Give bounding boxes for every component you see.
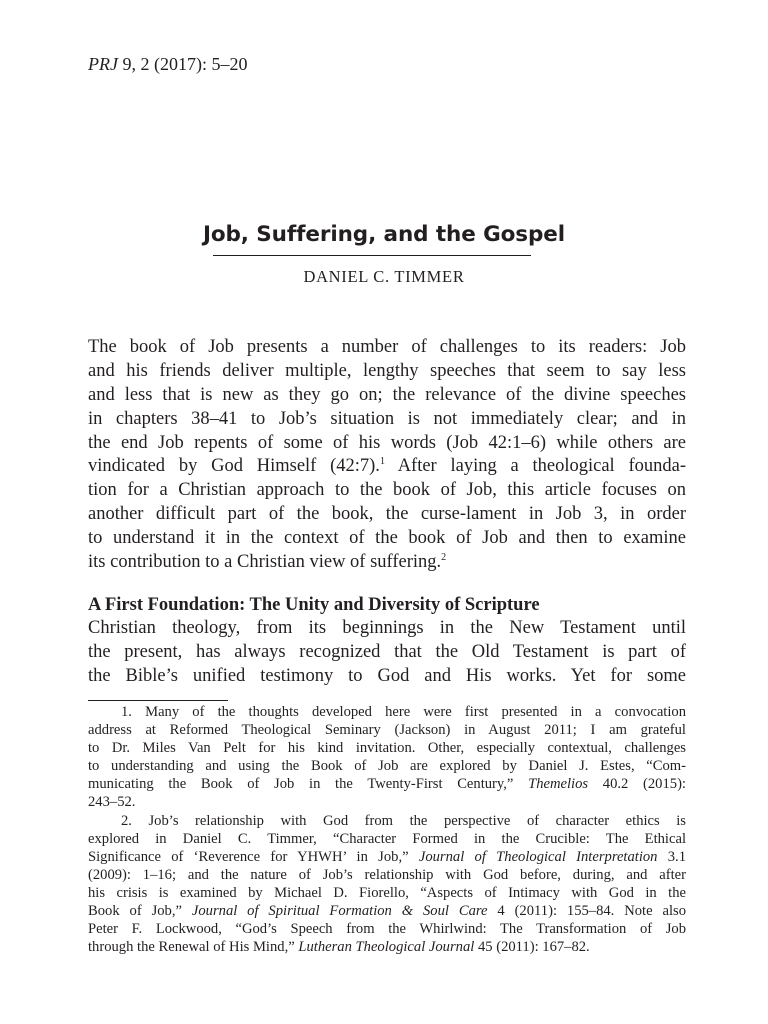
- footnote-line: address at Reformed Theological Seminary (Jackson) in August 2011; I am grateful: [88, 722, 686, 739]
- footnote-line: 243–52.: [88, 794, 136, 811]
- text-segment: 4 (2011): 155–84. Note also: [487, 903, 686, 920]
- text-segment: municating the Book of Job in the Twenty-First Century,”: [88, 776, 514, 793]
- text-segment: its contribution to a Christian view of suffering.: [88, 552, 442, 573]
- footnote-line: 2. Job’s relationship with God from the perspective of character ethics is: [121, 812, 686, 829]
- footnote-line: 1. Many of the thoughts developed here were first presented in a convocation: [121, 704, 686, 720]
- text-line: [88, 455, 686, 479]
- footnote-line: Peter F. Lockwood, “God’s Speech from the Whirlwind: The Transformation of Job: [88, 921, 686, 938]
- text-line: The book of Job presents a number of challenges to its readers: Job: [88, 337, 686, 357]
- footnote-line: explored in Daniel C. Timmer, “Character Formed in the Crucible: The Ethical: [88, 830, 686, 847]
- footnote-ref[interactable]: 1: [379, 456, 385, 468]
- text-line: in chapters 38–41 to Job’s situation is not immediately clear; and in: [88, 408, 686, 429]
- footnote-line: to Dr. Miles Van Pelt for his kind invitation. Other, especially contextual, challenges: [88, 740, 686, 757]
- text-segment: 3.1: [657, 848, 686, 865]
- footnote-line: (2009): 1–16; and the nature of Job’s relationship with God before, during, and after: [88, 866, 686, 883]
- text-line: the end Job repents of some of his words (Job 42:1–6) while others are: [88, 432, 686, 453]
- journal-name: Themelios: [528, 776, 589, 793]
- footnote-line: to understanding and using the Book of Job are explored by Daniel J. Estes, “Com-: [88, 758, 686, 775]
- footnote-line: [88, 938, 686, 956]
- footnote-line: his crisis is examined by Michael D. Fiorello, “Aspects of Intimacy with God in the: [88, 884, 686, 901]
- text-segment: Significance of ‘Reverence for YHWH’ in Job,”: [88, 848, 409, 865]
- text-line: the present, has always recognized that the Old Testament is part of: [88, 641, 686, 662]
- journal-name: Journal of Spiritual Formation & Soul Care: [191, 903, 488, 920]
- article-author: DANIEL C. TIMMER: [303, 267, 465, 286]
- journal-abbreviation: PRJ: [88, 54, 118, 74]
- text-line: tion for a Christian approach to the book of Job, this article focuses on: [88, 480, 686, 501]
- text-segment: Book of Job,”: [88, 903, 182, 920]
- text-line: to understand it in the context of the book of Job and then to examine: [88, 528, 686, 549]
- article-title: Job, Suffering, and the Gospel: [202, 222, 566, 247]
- text-line: Christian theology, from its beginnings in the New Testament until: [88, 618, 686, 638]
- title-underline: [213, 255, 531, 256]
- text-line: and less that is new as they go on; the relevance of the divine speeches: [88, 384, 686, 405]
- running-head: [88, 51, 247, 77]
- footnote-ref[interactable]: 2: [441, 551, 447, 563]
- text-line: [88, 551, 686, 575]
- text-line: another difficult part of the book, the curse-lament in Job 3, in order: [88, 504, 686, 525]
- text-segment: 45 (2011): 167–82.: [474, 939, 590, 956]
- text-segment: 40.2 (2015):: [588, 776, 686, 793]
- text-line: the Bible’s unified testimony to God and His works. Yet for some: [88, 665, 686, 686]
- footnotes: [88, 703, 686, 956]
- section-heading: A First Foundation: The Unity and Diversity of Scripture: [88, 595, 540, 615]
- journal-citation: 9, 2 (2017): 5–20: [117, 54, 248, 74]
- journal-name: Lutheran Theological Journal: [298, 939, 475, 956]
- journal-name: Journal of Theological Interpretation: [418, 848, 658, 865]
- footnote-line: [88, 848, 686, 866]
- footnote-separator: [88, 700, 228, 701]
- opening-paragraph: [88, 336, 686, 575]
- text-segment: vindicated by God Himself (42:7).: [88, 456, 380, 477]
- footnote-line: [88, 902, 686, 920]
- text-line: and his friends deliver multiple, lengthy speeches that seem to say less: [88, 360, 686, 381]
- footnote-line: [88, 775, 686, 793]
- text-segment: After laying a theological founda-: [384, 456, 686, 477]
- section-paragraph: [88, 617, 686, 689]
- text-segment: through the Renewal of His Mind,”: [88, 939, 295, 956]
